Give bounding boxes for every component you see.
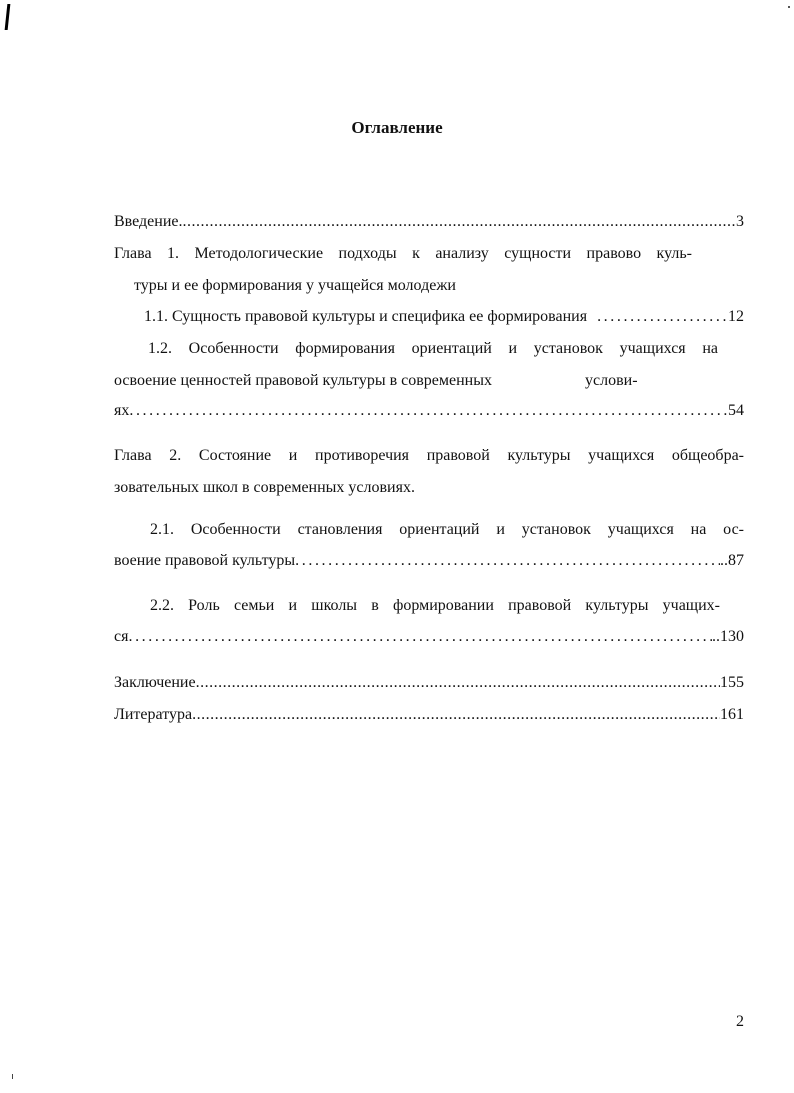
leader-dots <box>597 307 728 327</box>
toc-entry-label: Литература <box>114 706 193 723</box>
page-title: Оглавление <box>351 118 443 137</box>
leader-dots <box>183 212 737 232</box>
toc-entry-page: 12 <box>728 308 744 325</box>
toc-entry-introduction[interactable] <box>114 212 744 232</box>
leader-dots <box>129 401 728 421</box>
toc-entry-1-2-line2b[interactable]: услови- <box>585 372 638 389</box>
toc-entry-literature[interactable] <box>114 705 744 725</box>
toc-entry-conclusion[interactable] <box>114 673 744 693</box>
toc-entry-label: ях <box>114 402 130 419</box>
toc-entry-2-1-line1[interactable]: 2.1. Особенности становления ориентаций и установок учащихся на ос- <box>150 521 744 538</box>
toc-entry-label: Заключение <box>114 674 196 691</box>
toc-entry-label: ся <box>114 628 129 645</box>
toc-entry-page: 54 <box>728 402 744 419</box>
toc-entry-1-1[interactable] <box>144 307 744 327</box>
toc-entry-label: 1.1. Сущность правовой культуры и специфика ее формирования <box>144 308 588 325</box>
toc-entry-page: 161 <box>720 706 744 723</box>
toc-entry-label: воение правовой культуры <box>114 552 296 569</box>
toc-entry-2-2-line2[interactable] <box>114 627 744 647</box>
toc-entry-label: Введение. <box>114 213 183 230</box>
toc-chapter-2-line2[interactable]: зовательных школ в современных условиях. <box>114 479 415 496</box>
toc-chapter-1-line2[interactable]: туры и ее формирования у учащейся молодежи <box>134 277 456 294</box>
toc-chapter-2-line1[interactable]: Глава 2. Состояние и противоречия правовой культуры учащихся общеобра- <box>114 447 744 464</box>
leader-dots <box>128 627 712 647</box>
scan-artifact-dot <box>788 6 790 8</box>
toc-entry-page: 155 <box>720 674 744 691</box>
leader-dots <box>192 705 720 725</box>
toc-entry-1-2-line3[interactable] <box>114 401 744 421</box>
page-number: 2 <box>736 1013 744 1030</box>
toc-entry-page: ..87 <box>720 552 744 569</box>
toc-entry-page: 3 <box>736 213 744 230</box>
leader-dots <box>196 673 720 693</box>
toc-entry-1-2-line2a[interactable]: освоение ценностей правовой культуры в современных <box>114 372 492 389</box>
toc-entry-2-1-line2[interactable] <box>114 551 744 571</box>
scan-artifact-dot <box>12 1074 13 1079</box>
toc-entry-page: ..130 <box>712 628 744 645</box>
leader-dots <box>295 551 720 571</box>
toc-entry-2-2-line1[interactable]: 2.2. Роль семьи и школы в формировании правовой культуры учащих- <box>150 597 720 614</box>
toc-chapter-1-line1[interactable]: Глава 1. Методологические подходы к анализу сущности правово куль- <box>114 245 692 262</box>
toc-entry-1-2-line1[interactable]: 1.2. Особенности формирования ориентаций и установок учащихся на <box>148 340 718 357</box>
scan-artifact-mark <box>5 4 11 30</box>
